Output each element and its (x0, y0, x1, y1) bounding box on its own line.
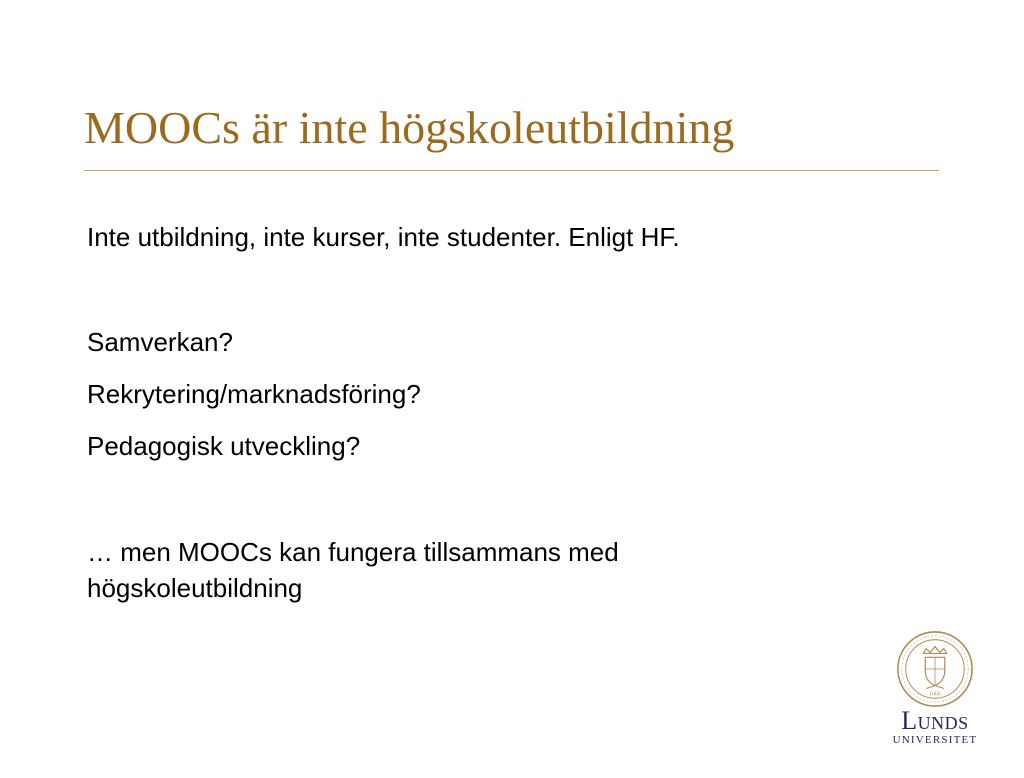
bullet-line-3: Rekrytering/marknadsföring? (87, 379, 421, 409)
title-divider (84, 170, 939, 171)
university-logo (880, 630, 990, 750)
brand-subtitle: UNIVERSITET (892, 734, 978, 746)
bullet-line-2: Samverkan? (87, 327, 233, 357)
lund-seal-icon (896, 630, 974, 708)
seal-year: 1666 (929, 691, 941, 698)
bullet-line-1: Inte utbildning, inte kurser, inte studenter. Enligt HF. (87, 222, 680, 252)
brand-name: Lunds (901, 706, 969, 735)
bullet-line-4: Pedagogisk utveckling? (87, 431, 361, 461)
bullet-line-5: … men MOOCs kan fungera tillsammans med högskoleutbildning (87, 537, 619, 603)
slide-title: MOOCs är inte högskoleutbildning (84, 102, 735, 153)
